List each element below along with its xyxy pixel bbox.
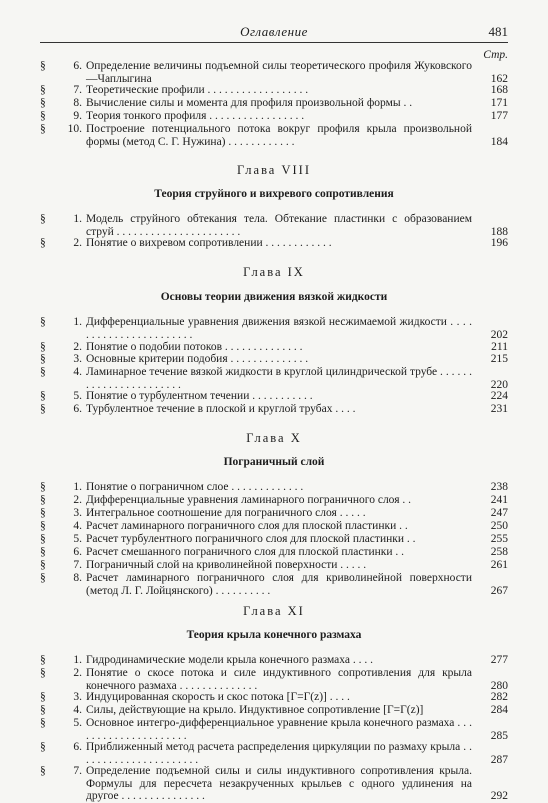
entry-title: Силы, действующие на крыло. Индуктивное сопротивление [Γ=Γ(z)]	[86, 704, 424, 716]
entry-title: Понятие о пограничном слое . . . . . . . . . . . . .	[86, 481, 304, 493]
section-number: 3.	[73, 353, 82, 365]
section-sign: §	[40, 341, 46, 353]
section-sign: §	[40, 494, 46, 506]
section-sign: §	[40, 353, 46, 365]
toc-entry	[40, 765, 508, 803]
toc-entry	[40, 546, 508, 559]
section-sign: §	[40, 110, 46, 122]
entry-page: 250	[490, 520, 508, 532]
toc-entry	[40, 60, 508, 85]
chapter-label: Глава IX	[243, 265, 305, 279]
section-sign: §	[40, 717, 46, 729]
toc-entry	[40, 572, 508, 597]
section-number: 7.	[73, 765, 82, 777]
section-sign: §	[40, 390, 46, 402]
entry-page: 177	[490, 110, 508, 122]
page-number: 481	[488, 24, 508, 39]
section-sign: §	[40, 481, 46, 493]
entry-page: 261	[490, 559, 508, 571]
section-sign: §	[40, 741, 46, 753]
section-sign: §	[40, 213, 46, 225]
section-number: 1.	[73, 481, 82, 493]
section-sign: §	[40, 667, 46, 679]
entry-page: 282	[490, 691, 508, 703]
entry-title: Вычисление силы и момента для профиля произвольной формы . .	[86, 97, 413, 109]
toc-entry	[40, 507, 508, 520]
entry-page: 171	[490, 97, 508, 109]
section-sign: §	[40, 316, 46, 328]
toc-entry	[40, 717, 508, 742]
entry-title: Теория тонкого профиля . . . . . . . . . . . . . . . . .	[86, 110, 305, 122]
toc-entry	[40, 741, 508, 766]
entry-page: 196	[490, 237, 508, 249]
entry-title: Расчет турбулентного пограничного слоя для плоской пластинки . .	[86, 533, 416, 545]
section-number: 9.	[73, 110, 82, 122]
toc-entry	[40, 353, 508, 366]
section-number: 1.	[73, 654, 82, 666]
toc-entry	[40, 366, 508, 391]
toc-entry	[40, 403, 508, 416]
section-sign: §	[40, 403, 46, 415]
entry-page: 284	[490, 704, 508, 716]
toc-entry	[40, 704, 508, 717]
entry-title: Расчет ламинарного пограничного слоя для плоской пластинки . .	[86, 520, 408, 532]
chapter-label: Глава X	[246, 431, 302, 445]
entry-page: 215	[490, 353, 508, 365]
entry-page: 238	[490, 481, 508, 493]
entry-title: Приближенный метод расчета распределения циркуляции по размаху крыла . . . . . . . . . . . . . . . . . . . . . .	[86, 741, 472, 766]
toc-entry	[40, 654, 508, 667]
section-sign: §	[40, 97, 46, 109]
toc-entry	[40, 520, 508, 533]
entry-title: Основное интегро-дифференциальное уравнение крыла конечного размаха . . . . . . . . . . . . . . . . . . . . .	[86, 717, 472, 742]
section-number: 5.	[73, 390, 82, 402]
section-sign: §	[40, 572, 46, 584]
entry-title: Пограничный слой на криволинейной поверхности . . . . .	[86, 559, 367, 571]
entry-page: 287	[490, 753, 508, 766]
toc-entry	[40, 533, 508, 546]
section-sign: §	[40, 60, 46, 72]
toc-entry	[40, 481, 508, 494]
entry-page: 247	[490, 507, 508, 519]
section-number: 8.	[73, 97, 82, 109]
entry-page: 162	[490, 72, 508, 85]
section-sign: §	[40, 704, 46, 716]
entry-title: Дифференциальные уравнения движения вязкой несжимаемой жидкости . . . . . . . . . . . . . . . . . . . . . . .	[86, 316, 472, 341]
section-number: 4.	[73, 704, 82, 716]
entry-title: Турбулентное течение в плоской и круглой трубах . . . .	[86, 403, 356, 415]
section-number: 6.	[73, 403, 82, 415]
entry-title: Основные критерии подобия . . . . . . . . . . . . . .	[86, 353, 309, 365]
section-number: 6.	[73, 546, 82, 558]
entry-page: 255	[490, 533, 508, 545]
section-number: 7.	[73, 559, 82, 571]
entry-title: Определение величины подъемной силы теоретического профиля Жуковского—Чаплыгина	[86, 60, 472, 85]
entry-title: Понятие о скосе потока и силе индуктивного сопротивления для крыла конечного размаха . . . . . . . . . . . . . .	[86, 667, 472, 692]
entry-page: 285	[490, 729, 508, 742]
section-number: 1.	[73, 213, 82, 225]
section-number: 3.	[73, 507, 82, 519]
chapter-title: Теория крыла конечного размаха	[186, 629, 362, 641]
toc-entry	[40, 213, 508, 238]
entry-title: Гидродинамические модели крыла конечного размаха . . . .	[86, 654, 373, 666]
entry-title: Ламинарное течение вязкой жидкости в круглой цилиндрической трубе . . . . . . . . . . . . . . . . . . . . . . .	[86, 366, 472, 391]
toc-entry	[40, 123, 508, 148]
section-sign: §	[40, 654, 46, 666]
entry-page: 258	[490, 546, 508, 558]
section-number: 2.	[73, 667, 82, 679]
page-header	[40, 22, 508, 43]
toc-entry	[40, 316, 508, 341]
entry-page: 184	[490, 135, 508, 148]
section-sign: §	[40, 765, 46, 777]
section-number: 8.	[73, 572, 82, 584]
entry-page: 224	[490, 390, 508, 402]
chapter-label: Глава VIII	[237, 163, 311, 177]
toc-entry	[40, 341, 508, 354]
section-number: 3.	[73, 691, 82, 703]
entry-page: 241	[490, 494, 508, 506]
section-number: 10.	[67, 123, 82, 135]
section-sign: §	[40, 546, 46, 558]
toc-entry	[40, 84, 508, 97]
section-sign: §	[40, 237, 46, 249]
chapter-title: Основы теории движения вязкой жидкости	[160, 291, 388, 303]
entry-page: 220	[490, 378, 508, 391]
entry-title: Понятие о турбулентном течении . . . . . . . . . . .	[86, 390, 313, 402]
toc-entry	[40, 237, 508, 250]
entry-title: Теоретические профили . . . . . . . . . . . . . . . . . .	[86, 84, 309, 96]
entry-title: Модель струйного обтекания тела. Обтекание пластинки с образованием струй . . . . . . . . . . . . . . . . . . . . . .	[86, 213, 472, 238]
running-title: Оглавление	[240, 24, 308, 39]
section-number: 5.	[73, 533, 82, 545]
entry-title: Индуцированная скорость и скос потока [Γ=Γ(z)] . . . .	[86, 691, 350, 703]
toc-entry	[40, 494, 508, 507]
entry-page: 211	[491, 341, 508, 353]
entry-title: Определение подъемной силы и силы индуктивного сопротивления крыла. Формулы для пересчета незакрученных крыльев с одного удлинения на другое . . . . . . . . . . . . . . .	[86, 765, 472, 802]
section-sign: §	[40, 520, 46, 532]
entry-title: Расчет смешанного пограничного слоя для плоской пластинки . .	[86, 546, 405, 558]
toc-entry	[40, 390, 508, 403]
page-column-label: Стр.	[483, 49, 508, 61]
toc-entry	[40, 691, 508, 704]
section-number: 2.	[73, 494, 82, 506]
entry-title: Построение потенциального потока вокруг профиля крыла произвольной формы (метод С. Г. Нужина) . . . . . . . . . . . .	[86, 123, 472, 148]
section-sign: §	[40, 123, 46, 135]
entry-page: 202	[490, 328, 508, 341]
section-number: 6.	[73, 741, 82, 753]
entry-page: 188	[490, 225, 508, 238]
section-sign: §	[40, 691, 46, 703]
entry-title: Понятие о вихревом сопротивлении . . . . . . . . . . . .	[86, 237, 332, 249]
entry-title: Интегральное соотношение для пограничного слоя . . . . .	[86, 507, 366, 519]
section-number: 4.	[73, 366, 82, 378]
section-number: 2.	[73, 237, 82, 249]
entry-page: 168	[490, 84, 508, 96]
section-number: 4.	[73, 520, 82, 532]
entry-title: Дифференциальные уравнения ламинарного пограничного слоя . .	[86, 494, 412, 506]
section-number: 5.	[73, 717, 82, 729]
section-number: 2.	[73, 341, 82, 353]
toc-entry	[40, 110, 508, 123]
section-number: 6.	[73, 60, 82, 72]
entry-page: 280	[490, 679, 508, 692]
section-sign: §	[40, 366, 46, 378]
toc-entry	[40, 97, 508, 110]
section-sign: §	[40, 507, 46, 519]
entry-title: Расчет ламинарного пограничного слоя для криволинейной поверхности (метод Л. Г. Лойцянского) . . . . . . . . . .	[86, 572, 472, 597]
chapter-title: Пограничный слой	[223, 456, 325, 468]
entry-title: Понятие о подобии потоков . . . . . . . . . . . . . .	[86, 341, 303, 353]
entry-page: 267	[490, 584, 508, 597]
section-number: 1.	[73, 316, 82, 328]
section-sign: §	[40, 533, 46, 545]
entry-page: 277	[490, 654, 508, 666]
toc-entry	[40, 559, 508, 572]
chapter-label: Глава XI	[243, 604, 305, 618]
section-sign: §	[40, 559, 46, 571]
entry-page: 231	[490, 403, 508, 415]
section-number: 7.	[73, 84, 82, 96]
section-sign: §	[40, 84, 46, 96]
chapter-title: Теория струйного и вихревого сопротивления	[154, 188, 394, 200]
entry-page: 292	[490, 790, 508, 802]
toc-entry	[40, 667, 508, 692]
